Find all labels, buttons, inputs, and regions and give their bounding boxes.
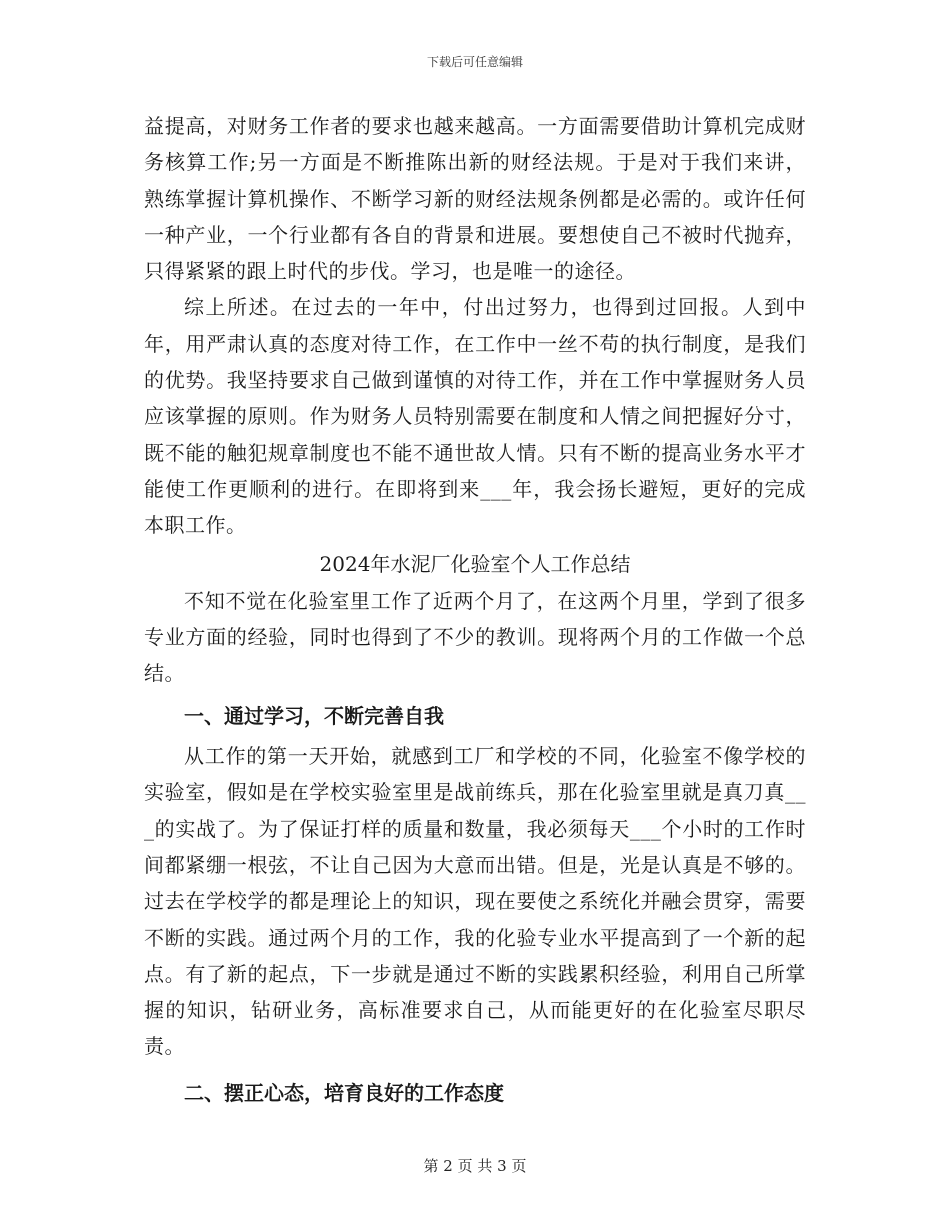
section-heading-2: 二、摆正心态，培育良好的工作态度 xyxy=(184,1080,504,1105)
document-body xyxy=(144,108,806,1115)
page-header: 下载后可任意编辑 xyxy=(426,55,523,69)
paragraph-continuation: 益提高，对财务工作者的要求也越来越高。一方面需要借助计算机完成财务核算工作;另一方面是不断推陈出新的财经法规。于是对于我们来讲，熟练掌握计算机操作、不断学习新的财经法规条例都是必需的。或许任何一种产业，一个行业都有各自的背景和进展。要想使自己不被时代抛弃，只得紧紧的跟上时代的步伐。学习，也是唯一的途径。 xyxy=(144,114,806,284)
paragraph-intro: 不知不觉在化验室里工作了近两个月了，在这两个月里，学到了很多专业方面的经验，同时也得到了不少的教训。现将两个月的工作做一个总结。 xyxy=(144,588,806,686)
paragraph-summary: 综上所述。在过去的一年中，付出过努力，也得到过回报。人到中年，用严肃认真的态度对待工作，在工作中一丝不苟的执行制度，是我们的优势。我坚持要求自己做到谨慎的对待工作，并在工作中掌握财务人员应该掌握的原则。作为财务人员特别需要在制度和人情之间把握好分寸，既不能的触犯规章制度也不能不通世故人情。只有不断的提高业务水平才能使工作更顺利的进行。在即将到来___年，我会扬长避短，更好的完成本职工作。 xyxy=(144,295,806,538)
section-heading-1: 一、通过学习，不断完善自我 xyxy=(184,703,444,728)
document-title: 2024年水泥厂化验室个人工作总结 xyxy=(319,551,631,576)
page-number: 第 2 页 共 3 页 xyxy=(423,1157,527,1175)
paragraph-section-1: 从工作的第一天开始，就感到工厂和学校的不同，化验室不像学校的实验室，假如是在学校实验室里是战前练兵，那在化验室里就是真刀真___的实战了。为了保证打样的质量和数量，我必须每天___个小时的工作时间都紧绷一根弦，不让自己因为大意而出错。但是，光是认真是不够的。过去在学校学的都是理论上的知识，现在要使之系统化并融会贯穿，需要不断的实践。通过两个月的工作，我的化验专业水平提高到了一个新的起点。有了新的起点，下一步就是通过不断的实践累积经验，利用自己所掌握的知识，钻研业务，高标准要求自己，从而能更好的在化验室尽职尽责。 xyxy=(144,744,806,1059)
